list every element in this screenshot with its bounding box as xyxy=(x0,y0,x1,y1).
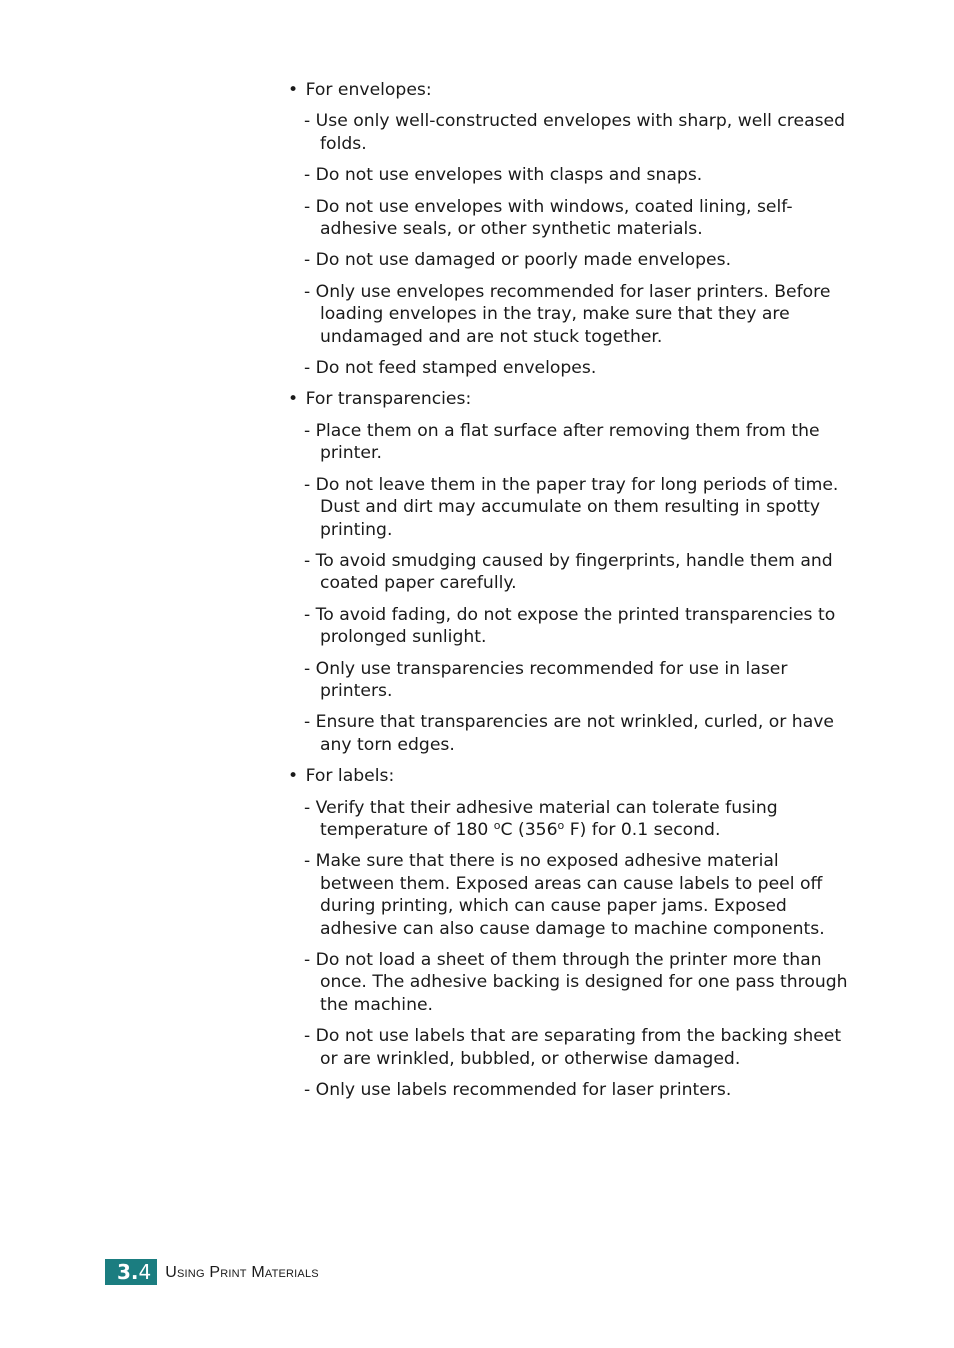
transparencies-section xyxy=(288,388,848,756)
chapter-title: Using Print Materials xyxy=(165,1264,319,1281)
envelopes-list xyxy=(304,110,848,379)
list-item: - Do not leave them in the paper tray for long periods of time. Dust and dirt may accumulate on them resulting in spotty printing. xyxy=(304,474,839,540)
dash-icon: - xyxy=(304,604,316,625)
dash-icon: - xyxy=(304,950,316,970)
dash-icon: - xyxy=(304,281,316,302)
labels-heading xyxy=(288,765,848,787)
list-item: - Do not load a sheet of them through the printer more than once. The adhesive backing is designed for one pass through the machine. xyxy=(304,950,848,1015)
dash-icon: - xyxy=(304,797,316,818)
dash-icon: - xyxy=(304,358,316,379)
degree-mark: o xyxy=(557,818,565,832)
bullet-icon: • xyxy=(288,766,299,787)
envelopes-heading xyxy=(288,79,848,101)
labels-list xyxy=(304,797,848,1102)
envelopes-section xyxy=(288,79,848,379)
chapter-number: 3. xyxy=(117,1260,139,1284)
list-item: - To avoid smudging caused by fingerprints, handle them and coated paper carefully. xyxy=(304,550,833,594)
dash-icon: - xyxy=(304,111,316,132)
list-item: - Only use envelopes recommended for laser printers. Before loading envelopes in the tray, make sure that they are undamaged and are not stuck together. xyxy=(304,281,831,347)
dash-icon: - xyxy=(304,250,316,271)
dash-icon: - xyxy=(304,1080,316,1101)
envelopes-heading-text: For envelopes: xyxy=(305,80,432,100)
degree-mark: o xyxy=(493,818,501,832)
dash-icon: - xyxy=(304,851,316,872)
transparencies-heading xyxy=(288,388,848,410)
list-item: - To avoid fading, do not expose the printed transparencies to prolonged sunlight. xyxy=(304,604,836,648)
transparencies-heading-text: For transparencies: xyxy=(305,389,472,410)
page-number-badge xyxy=(105,1259,157,1285)
list-item: - Do not use damaged or poorly made envelopes. xyxy=(304,250,732,271)
list-item: - Only use labels recommended for laser printers. xyxy=(304,1080,732,1101)
bullet-icon: • xyxy=(288,389,299,410)
transparencies-list xyxy=(304,420,848,756)
labels-section xyxy=(288,765,848,1101)
list-item: - Do not use envelopes with clasps and snaps. xyxy=(304,165,703,186)
page-number: 4 xyxy=(138,1260,152,1284)
dash-icon: - xyxy=(304,712,316,733)
list-item: - Do not feed stamped envelopes. xyxy=(304,358,597,379)
list-item: - Do not use labels that are separating from the backing sheet or are wrinkled, bubbled, or otherwise damaged. xyxy=(304,1026,842,1069)
dash-icon: - xyxy=(304,196,316,217)
list-item: - Only use transparencies recommended for use in laser printers. xyxy=(304,658,788,701)
list-item: - Ensure that transparencies are not wrinkled, curled, or have any torn edges. xyxy=(304,712,834,755)
list-item: - Make sure that there is no exposed adhesive material between them. Exposed areas can cause labels to peel off during printing, which can cause paper jams. Exposed adhesive can also cause damage to machine components. xyxy=(304,851,825,939)
bullet-icon: • xyxy=(288,80,299,100)
page-footer xyxy=(105,1259,319,1285)
dash-icon: - xyxy=(304,1026,316,1047)
dash-icon: - xyxy=(304,165,316,186)
list-item: - Do not use envelopes with windows, coated lining, self-adhesive seals, or other synthetic materials. xyxy=(304,196,793,240)
list-item: - Place them on a flat surface after removing them from the printer. xyxy=(304,420,820,464)
dash-icon: - xyxy=(304,420,316,441)
dash-icon: - xyxy=(304,658,316,679)
page-body xyxy=(288,79,848,1110)
dash-icon: - xyxy=(304,474,316,495)
dash-icon: - xyxy=(304,550,316,571)
list-item-fusing-temperature: - Verify that their adhesive material can tolerate fusing temperature of 180 $^o$C (356$^o$ F) for 0.1 second. xyxy=(304,797,778,840)
list-item: - Use only well-constructed envelopes with sharp, well creased folds. xyxy=(304,111,846,154)
labels-heading-text: For labels: xyxy=(305,766,395,787)
